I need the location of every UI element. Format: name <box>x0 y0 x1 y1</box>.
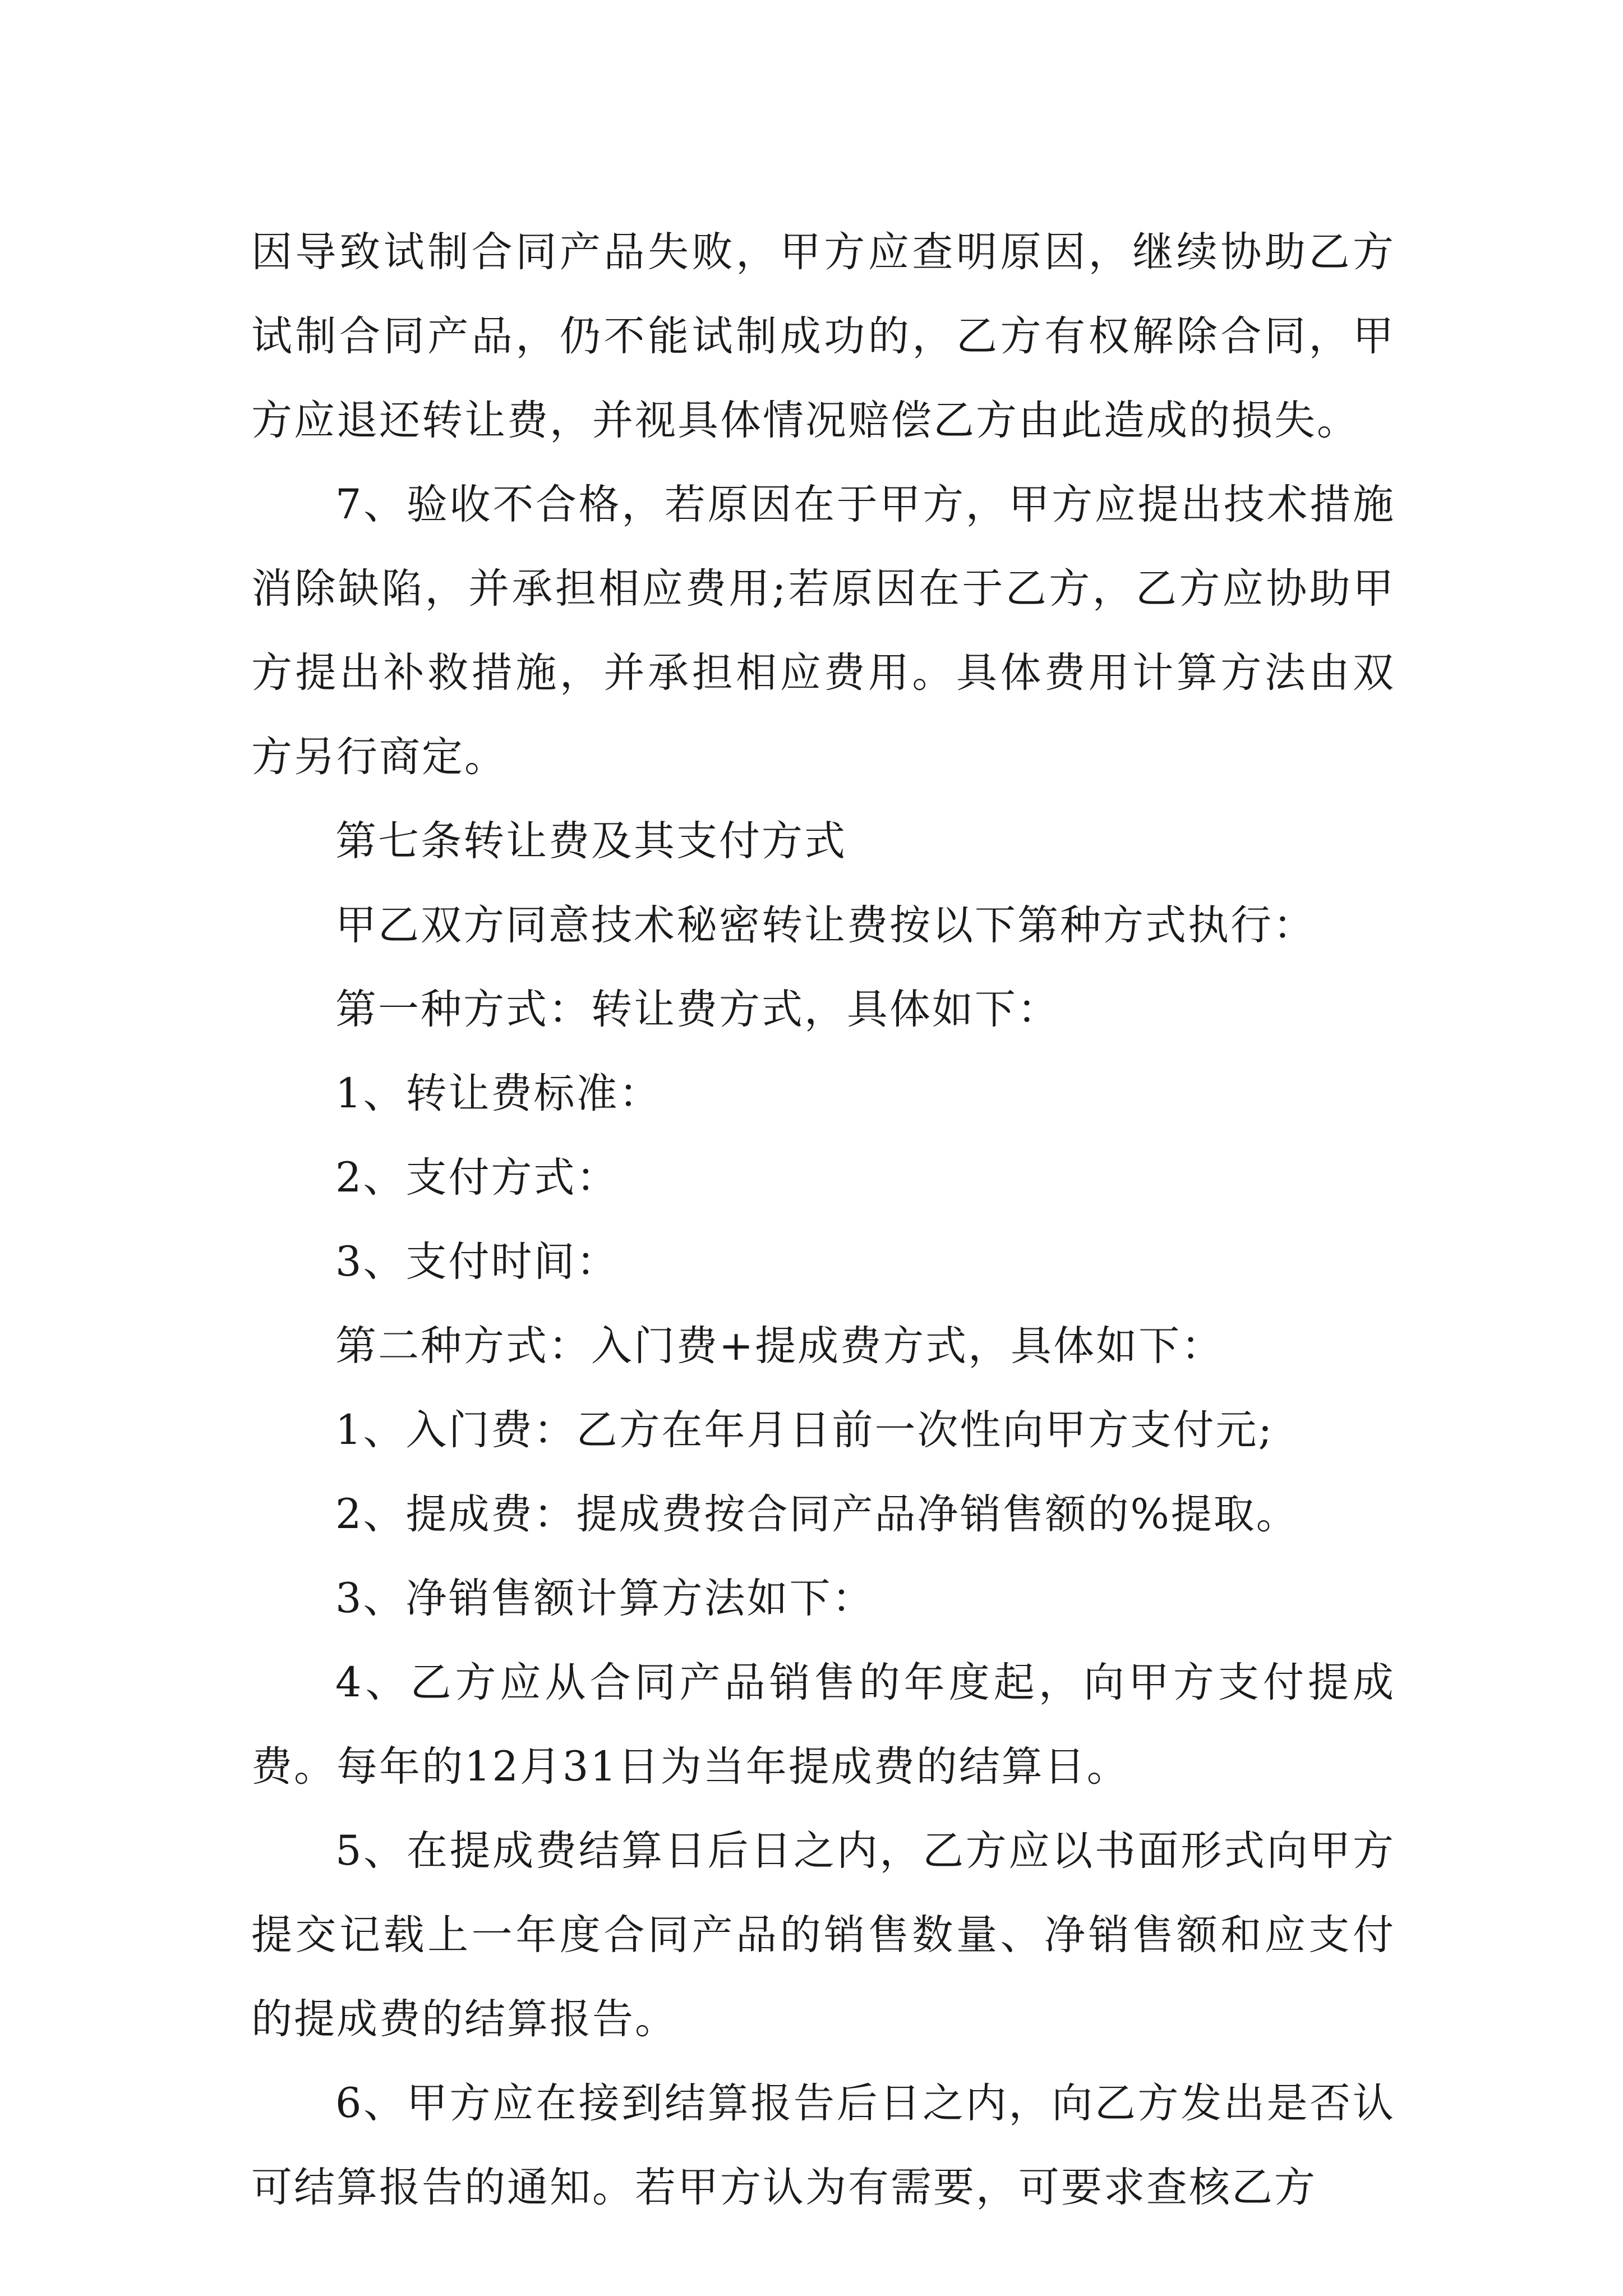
list-item: 4、乙方应从合同产品销售的年度起，向甲方支付提成费。每年的12月31日为当年提成费的结算日。 <box>251 1659 1395 1791</box>
paragraph: 甲乙双方同意技术秘密转让费按以下第种方式执行： <box>335 901 1316 949</box>
list-item: 5、在提成费结算日后日之内，乙方应以书面形式向甲方提交记载上一年度合同产品的销售数量、净销售额和应支付的提成费的结算报告。 <box>251 1827 1395 2043</box>
list-item: 2、提成费：提成费按合同产品净销售额的%提取。 <box>335 1490 1299 1538</box>
list-item: 3、净销售额计算方法如下： <box>335 1575 875 1622</box>
paragraph: 因导致试制合同产品失败，甲方应查明原因，继续协助乙方试制合同产品，仍不能试制成功的，乙方有权解除合同，甲方应退还转让费，并视具体情况赔偿乙方由此造成的损失。 <box>251 228 1395 444</box>
list-item: 1、入门费：乙方在年月日前一次性向甲方支付元; <box>335 1406 1274 1454</box>
section-heading: 第七条转让费及其支付方式 <box>335 817 847 865</box>
paragraph: 第一种方式：转让费方式，具体如下： <box>335 986 1060 1033</box>
paragraph: 第二种方式：入门费+提成费方式，具体如下： <box>335 1322 1224 1370</box>
list-item: 2、支付方式： <box>335 1154 619 1202</box>
list-item: 3、支付时间： <box>335 1238 619 1286</box>
paragraph: 7、验收不合格，若原因在于甲方，甲方应提出技术措施消除缺陷，并承担相应费用;若原因在于乙方，乙方应协助甲方提出补救措施，并承担相应费用。具体费用计算方法由双方另行商定。 <box>251 481 1395 781</box>
list-item: 6、甲方应在接到结算报告后日之内，向乙方发出是否认可结算报告的通知。若甲方认为有需要，可要求查核乙方 <box>251 2079 1395 2211</box>
document-body <box>251 210 1395 2230</box>
list-item: 1、转让费标准： <box>335 1070 662 1117</box>
